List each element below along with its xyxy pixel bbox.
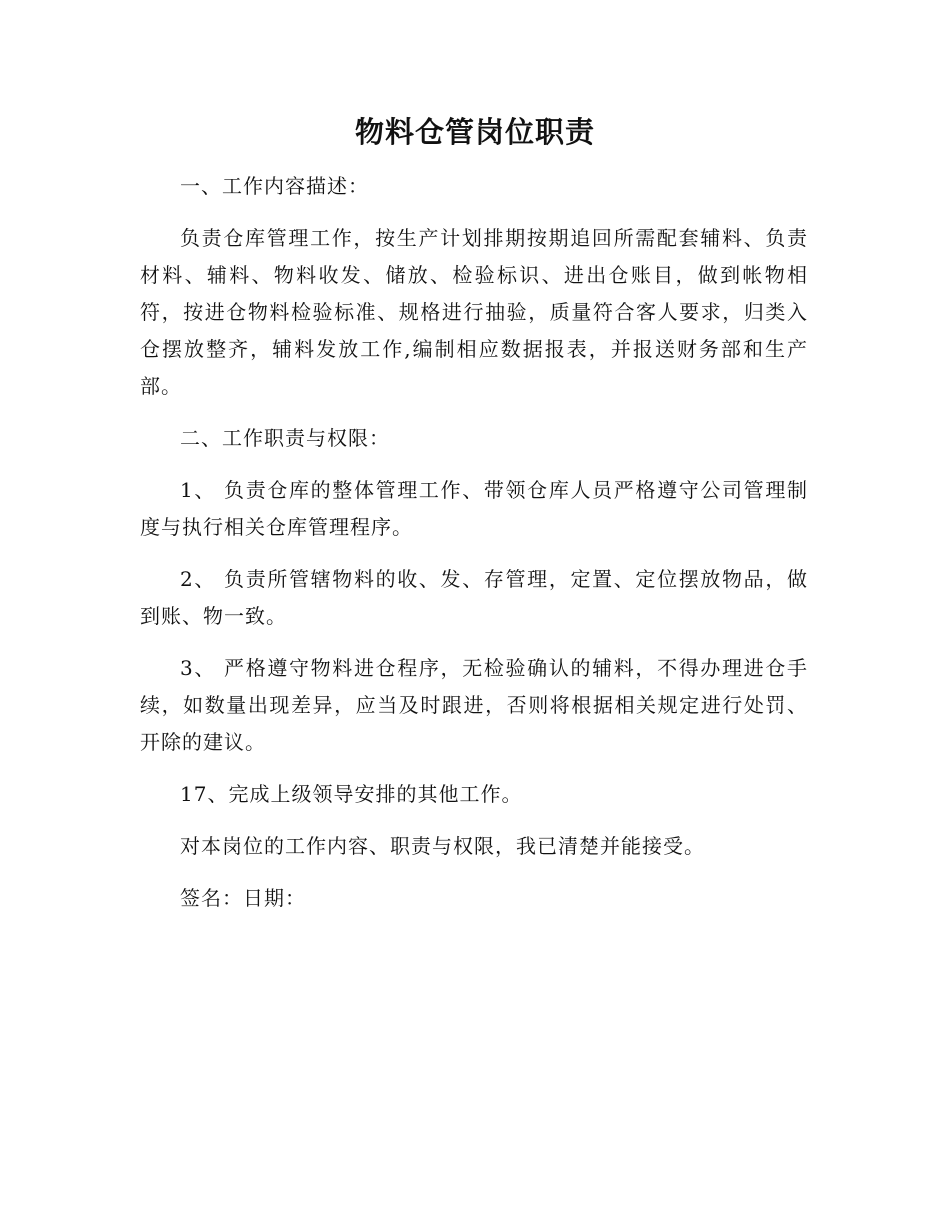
duty-item-1: 1、 负责仓库的整体管理工作、带领仓库人员严格遵守公司管理制度与执行相关仓库管理程序。 xyxy=(140,478,808,539)
section-heading-work-content: 一、工作内容描述： xyxy=(180,174,369,198)
duty-item-3: 3、 严格遵守物料进仓程序，无检验确认的辅料，不得办理进仓手续，如数量出现差异，应当及时跟进，否则将根据相关规定进行处罚、开除的建议。 xyxy=(140,656,808,754)
document-title: 物料仓管岗位职责 xyxy=(354,115,595,149)
paragraph-work-content: 负责仓库管理工作，按生产计划排期按期追回所需配套辅料、负责材料、辅料、物料收发、储放、检验标识、进出仓账目，做到帐物相符，按进仓物料检验标准、规格进行抽验，质量符合客人要求，归类入仓摆放整齐，辅料发放工作,编制相应数据报表，并报送财务部和生产部。 xyxy=(140,226,808,398)
duty-item-17: 17、完成上级领导安排的其他工作。 xyxy=(180,782,523,806)
section-heading-duties: 二、工作职责与权限： xyxy=(180,426,390,450)
signature-label: 签名： xyxy=(180,886,243,910)
date-label: 日期： xyxy=(243,886,306,910)
document-body xyxy=(140,168,808,932)
acknowledgement-statement: 对本岗位的工作内容、职责与权限，我已清楚并能接受。 xyxy=(180,834,705,858)
duty-item-2: 2、 负责所管辖物料的收、发、存管理，定置、定位摆放物品，做到账、物一致。 xyxy=(140,567,808,628)
signature-line xyxy=(140,880,808,917)
